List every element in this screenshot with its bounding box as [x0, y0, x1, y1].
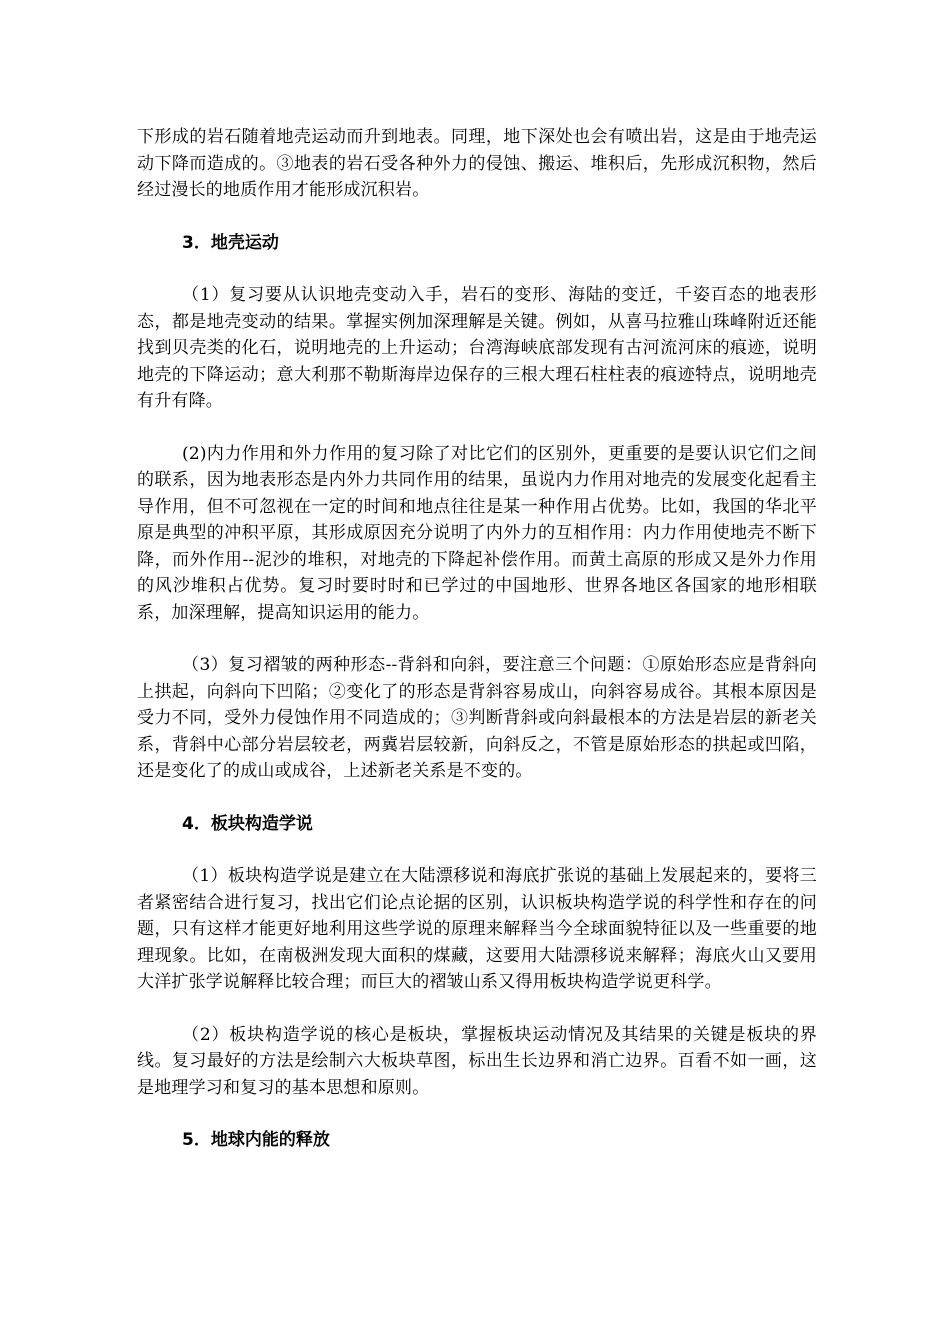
section-heading-crustal-movement: 3．地壳运动 — [182, 232, 279, 253]
section-heading-plate-tectonics: 4．板块构造学说 — [182, 813, 313, 834]
paragraph-crust-3: （3）复习褶皱的两种形态--背斜和向斜，要注意三个问题：①原始形态应是背斜向上拱起，向斜向下凹陷；②变化了的形态是背斜容易成山，向斜容易成谷。其根本原因是受力不同，受外力侵蚀作用不同造成的；③判断背斜或向斜最根本的方法是岩层的新老关系，背斜中心部分岩层较老，两冀岩层较新，向斜反之，不管是原始形态的拱起或凹陷，还是变化了的成山或成谷，上述新老关系是不变的。 — [137, 655, 817, 781]
paragraph-rock-cycle: 下形成的岩石随着地壳运动而升到地表。同理，地下深处也会有喷出岩，这是由于地壳运动下降而造成的。③地表的岩石受各种外力的侵蚀、搬运、堆积后，先形成沉积物，然后经过漫长的地质作用才能形成沉积岩。 — [137, 127, 817, 200]
paragraph-crust-2: (2)内力作用和外力作用的复习除了对比它们的区别外，更重要的是要认识它们之间的联系，因为地表形态是内外力共同作用的结果，虽说内力作用对地壳的发展变化起看主导作用，但不可忽视在一定的时间和地点往往是某一种作用占优势。比如，我国的华北平原是典型的冲积平原，其形成原因充分说明了内外力的互相作用：内力作用使地壳不断下降，而外作用--泥沙的堆积，对地壳的下降起补偿作用。而黄土高原的形成又是外力作用的风沙堆积占优势。复习时要时时和已学过的中国地形、世界各地区各国家的地形相联系，加深理解，提高知识运用的能力。 — [137, 443, 817, 623]
paragraph-plate-1: （1）板块构造学说是建立在大陆漂移说和海底扩张说的基础上发展起来的，要将三者紧密结合进行复习，找出它们论点论据的区别，认识板块构造学说的科学性和存在的问题，只有这样才能更好地利用这些学说的原理来解释当今全球面貌特征以及一些重要的地理现象。比如，在南极洲发现大面积的煤藏，这要用大陆漂移说来解释；海底火山又要用大洋扩张学说解释比较合理；而巨大的褶皱山系又得用板块构造学说更科学。 — [137, 866, 817, 992]
section-heading-earth-energy: 5．地球内能的释放 — [182, 1130, 330, 1150]
paragraph-crust-1: （1）复习要从认识地壳变动入手，岩石的变形、海陆的变迁，千姿百态的地表形态，都是地壳变动的结果。掌握实例加深理解是关键。例如，从喜马拉雅山珠峰附近还能找到贝壳类的化石，说明地壳的上升运动；台湾海峡底部发现有古河流河床的痕迹，说明地壳的下降运动；意大利那不勒斯海岸边保存的三根大理石柱柱表的痕迹特点，说明地壳有升有降。 — [137, 285, 817, 411]
paragraph-plate-2: （2）板块构造学说的核心是板块，掌握板块运动情况及其结果的关键是板块的界线。复习最好的方法是绘制六大板块草图，标出生长边界和消亡边界。百看不如一画，这是地理学习和复习的基本思想和原则。 — [137, 1024, 817, 1098]
document-page — [137, 124, 817, 1154]
